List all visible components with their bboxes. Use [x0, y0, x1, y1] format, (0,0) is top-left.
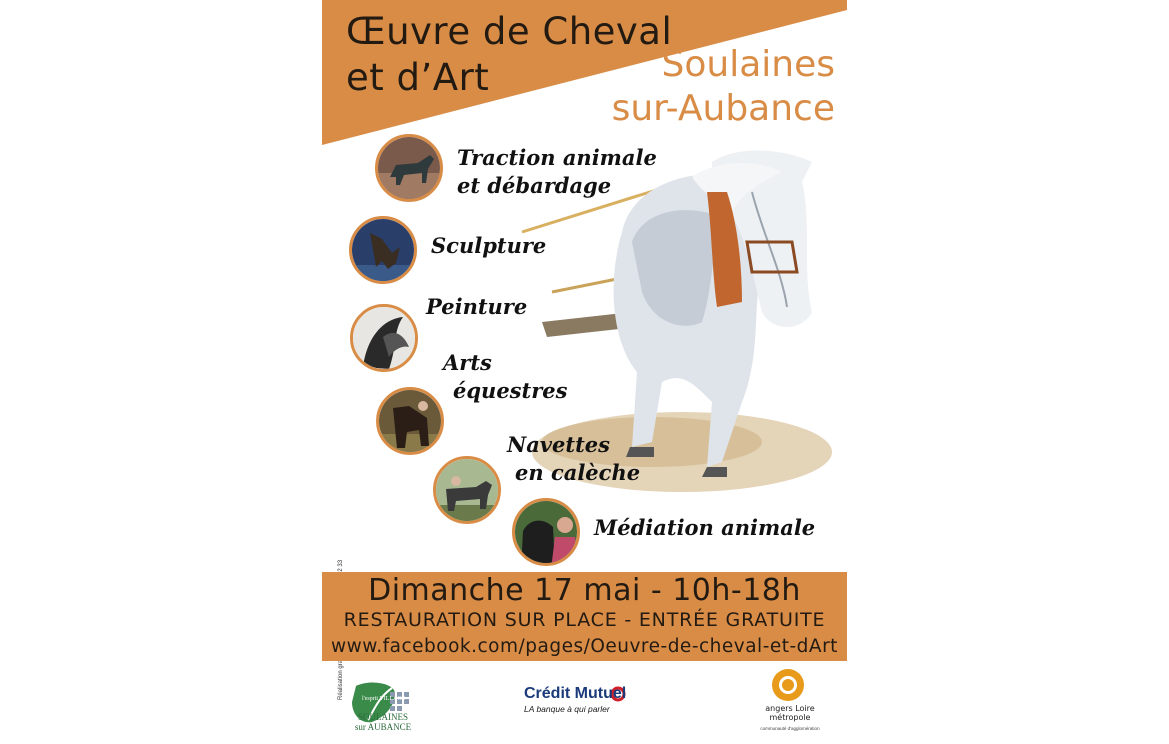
credit-mutuel-tagline: LA banque à qui parler [524, 704, 610, 714]
activity-label-mediation [594, 514, 815, 542]
event-url-link[interactable]: www.facebook.com/pages/Oeuvre-de-cheval-et-dArt [331, 636, 838, 657]
activity-label-line: Traction animale [457, 145, 657, 170]
activity-thumb-traction [375, 134, 443, 202]
activity-label-painting [426, 293, 527, 321]
village-badge-text: l'esprit VILLAGE [362, 696, 406, 702]
activity-label-traction [457, 144, 657, 200]
activity-thumb-sculpture [349, 216, 417, 284]
activity-thumb-equestrian [376, 387, 444, 455]
activity-thumb-carriage [433, 456, 501, 524]
activity-thumb-mediation [512, 498, 580, 566]
activity-label-line: en calèche [515, 460, 641, 485]
activity-label-sculpture [431, 232, 546, 260]
event-date-time: Dimanche 17 mai - 10h-18h [368, 573, 801, 608]
metro-name-line: métropole [769, 713, 811, 722]
credit-mutuel-name: Crédit Mutuel [524, 685, 627, 702]
metro-name-line: angers Loire [765, 704, 815, 713]
activity-label-carriage [507, 431, 640, 487]
location-line-1: Soulaines [661, 44, 835, 85]
location-line-2: sur-Aubance [611, 88, 835, 129]
village-name [338, 712, 428, 732]
activity-label-line: Arts [443, 350, 492, 375]
village-name-line: SOULAINES [357, 712, 408, 722]
angers-metropole-sun-icon [770, 667, 806, 703]
activity-label-line: équestres [453, 378, 568, 403]
activity-thumb-painting [350, 304, 418, 372]
angers-metropole-subtitle: communauté d'agglomération [760, 726, 820, 731]
village-name-line: sur AUBANCE [354, 722, 412, 732]
angers-metropole-name [740, 704, 840, 722]
activity-label-line: Sculpture [431, 233, 547, 258]
activity-label-line: et débardage [457, 173, 612, 198]
activity-label-line: Médiation animale [594, 515, 816, 540]
event-info: RESTAURATION SUR PLACE - ENTRÉE GRATUITE [343, 609, 826, 631]
event-poster [322, 0, 847, 744]
activity-label-equestrian [443, 349, 567, 405]
activity-label-line: Peinture [426, 294, 528, 319]
poster-title-line-1: Œuvre de Cheval [346, 10, 673, 53]
poster-title-line-2: et d’Art [346, 56, 490, 99]
activity-label-line: Navettes [507, 432, 610, 457]
